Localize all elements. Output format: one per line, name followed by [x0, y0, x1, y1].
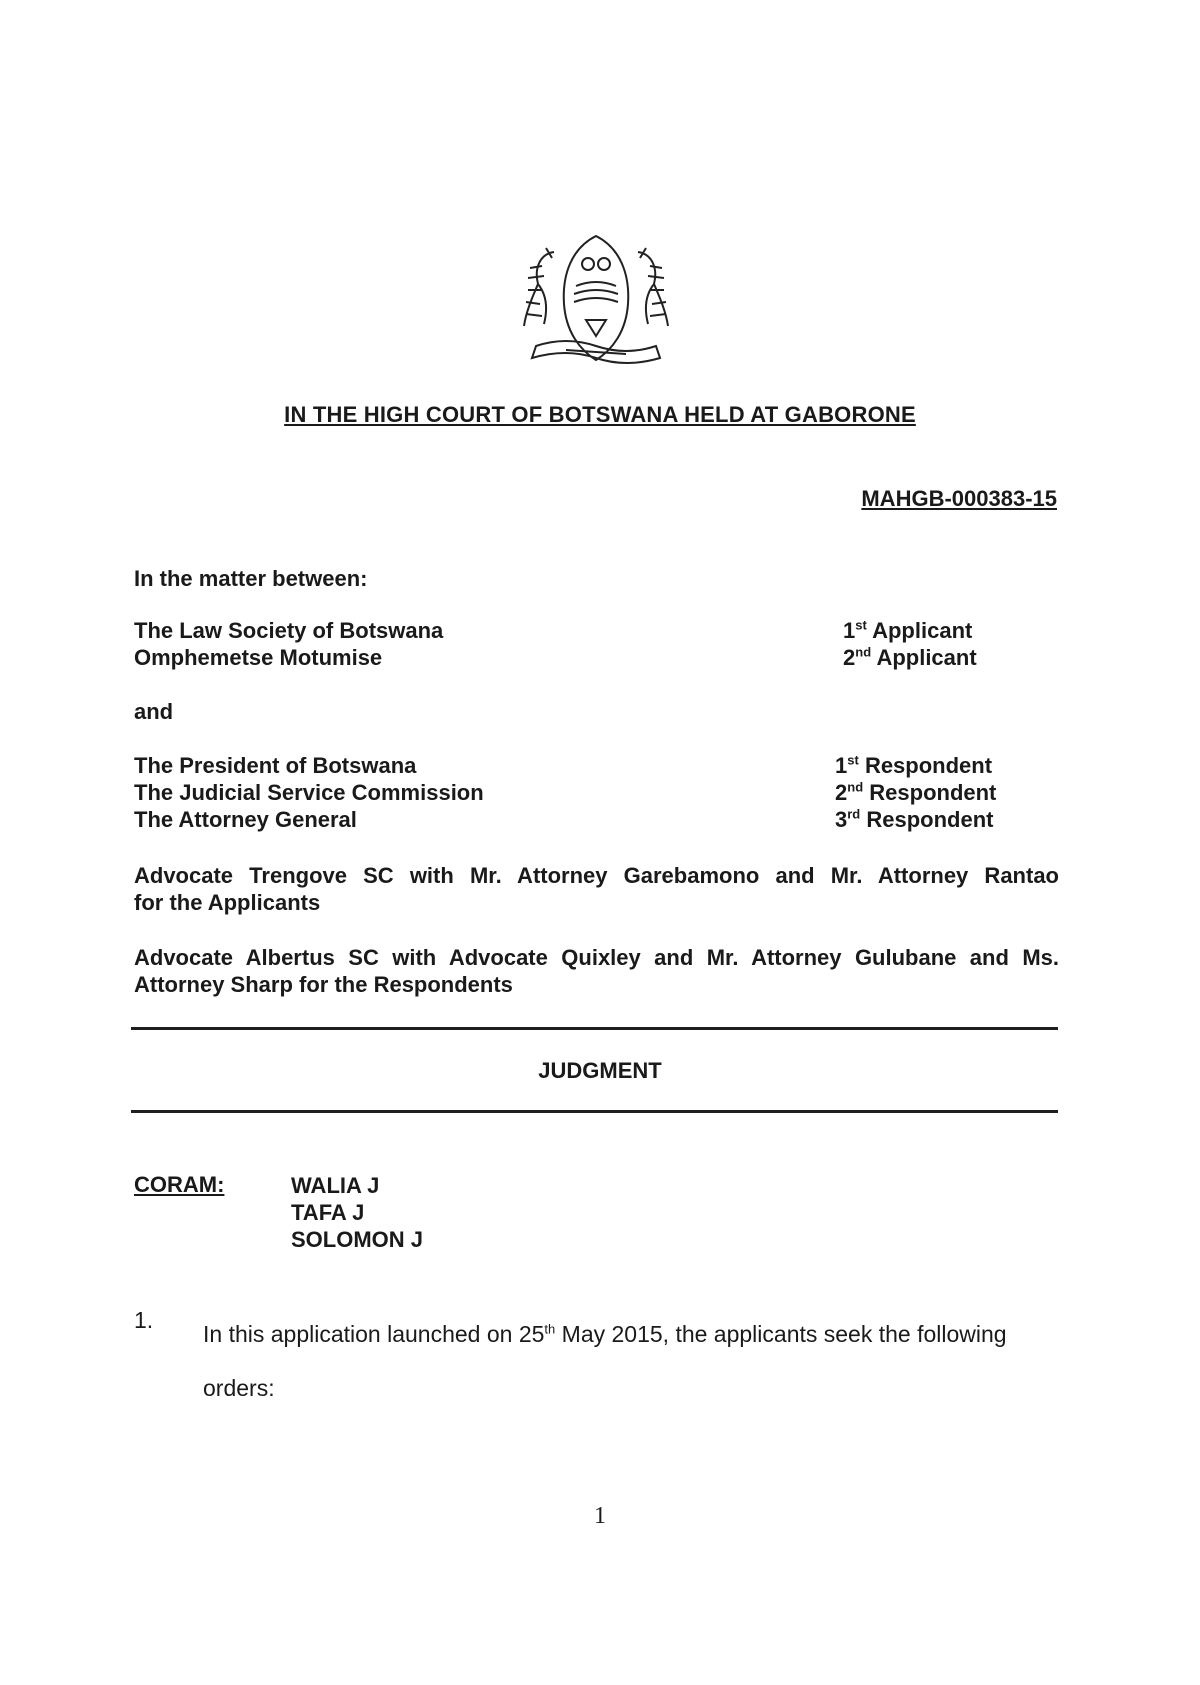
- paragraph-line-1: In this application launched on 25th May 2015, the applicants seek the following: [203, 1321, 1007, 1347]
- judge-name: TAFA J: [291, 1200, 365, 1225]
- page-number: 1: [594, 1503, 606, 1529]
- counsel-respondents-line-2: Attorney Sharp for the Respondents: [134, 972, 513, 997]
- case-number: MAHGB-000383-15: [861, 486, 1057, 511]
- botswana-coat-of-arms-emblem: [496, 228, 696, 376]
- respondent-2-role: 2nd Respondent: [835, 779, 997, 805]
- judge-name: SOLOMON J: [291, 1227, 424, 1252]
- respondent-1-name: The President of Botswana: [134, 753, 417, 778]
- applicant-1-role: 1st Applicant: [843, 617, 973, 643]
- coram-label: CORAM:: [134, 1172, 225, 1197]
- coram-judges: [291, 1172, 423, 1253]
- conjunction-and: and: [134, 699, 174, 724]
- top-divider: [131, 1027, 1058, 1030]
- judge-name: WALIA J: [291, 1173, 380, 1198]
- counsel-respondents: [134, 944, 1059, 998]
- respondent-3-name: The Attorney General: [134, 807, 357, 832]
- counsel-applicants-line-1: Advocate Trengove SC with Mr. Attorney Garebamono and Mr. Attorney Rantao: [134, 863, 1059, 888]
- paragraph-number: 1.: [134, 1307, 154, 1333]
- applicant-2-role: 2nd Applicant: [843, 644, 977, 670]
- respondent-3-role: 3rd Respondent: [835, 806, 994, 832]
- judgment-heading: JUDGMENT: [538, 1058, 662, 1083]
- counsel-applicants: [134, 862, 1059, 916]
- counsel-applicants-line-2: for the Applicants: [134, 890, 321, 915]
- respondent-1-role: 1st Respondent: [835, 752, 993, 778]
- paragraph-line-2: orders:: [203, 1375, 275, 1401]
- bottom-divider: [131, 1110, 1058, 1113]
- paragraph-text: [203, 1307, 1058, 1415]
- applicant-1-name: The Law Society of Botswana: [134, 618, 444, 643]
- matter-intro: In the matter between:: [134, 566, 368, 591]
- respondent-2-name: The Judicial Service Commission: [134, 780, 484, 805]
- court-title: IN THE HIGH COURT OF BOTSWANA HELD AT GABORONE: [284, 402, 916, 427]
- applicant-2-name: Omphemetse Motumise: [134, 645, 383, 670]
- counsel-respondents-line-1: Advocate Albertus SC with Advocate Quixley and Mr. Attorney Gulubane and Ms.: [134, 945, 1059, 970]
